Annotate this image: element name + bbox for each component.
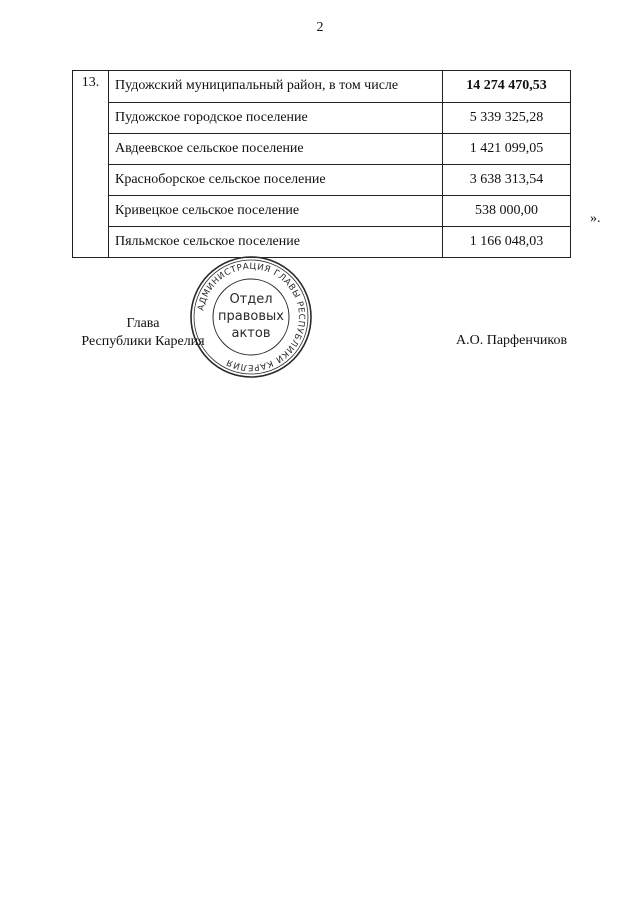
table-row [73, 226, 571, 258]
table-row [73, 195, 571, 226]
closing-quote: ». [590, 211, 601, 226]
row-number [73, 164, 109, 195]
row-name: Авдеевское сельское поселение [109, 133, 443, 164]
row-name: Пяльмское сельское поселение [109, 226, 443, 258]
table-row [73, 164, 571, 195]
stamp-center-line2: правовых [218, 309, 284, 324]
row-number [73, 195, 109, 226]
row-number: 13. [73, 71, 109, 103]
table-row [73, 102, 571, 133]
signatory-name: А.О. Парфенчиков [456, 333, 568, 348]
row-number [73, 102, 109, 133]
row-amount: 5 339 325,28 [443, 102, 571, 133]
row-name: Кривецкое сельское поселение [109, 195, 443, 226]
row-amount: 1 421 099,05 [443, 133, 571, 164]
official-stamp [188, 254, 314, 380]
row-name: Пудожский муниципальный район, в том числе [109, 71, 443, 103]
stamp-center-line3: актов [231, 326, 271, 341]
row-number [73, 133, 109, 164]
row-name: Пудожское городское поселение [109, 102, 443, 133]
page-number: 2 [316, 20, 324, 35]
budget-table [72, 70, 571, 258]
row-number [73, 226, 109, 258]
signatory-title-line2: Республики Карелия [81, 334, 205, 349]
row-amount: 538 000,00 [443, 195, 571, 226]
stamp-center-line1: Отдел [229, 292, 273, 307]
stamp-ring-textpath: АДМИНИСТРАЦИЯ ГЛАВЫ РЕСПУБЛИКИ КАРЕЛИЯ [196, 261, 307, 373]
signatory-title-line1: Глава [126, 316, 160, 331]
table-row [73, 71, 571, 103]
row-amount: 14 274 470,53 [443, 71, 571, 103]
row-name: Красноборское сельское поселение [109, 164, 443, 195]
table-row [73, 133, 571, 164]
row-amount: 3 638 313,54 [443, 164, 571, 195]
row-amount: 1 166 048,03 [443, 226, 571, 258]
